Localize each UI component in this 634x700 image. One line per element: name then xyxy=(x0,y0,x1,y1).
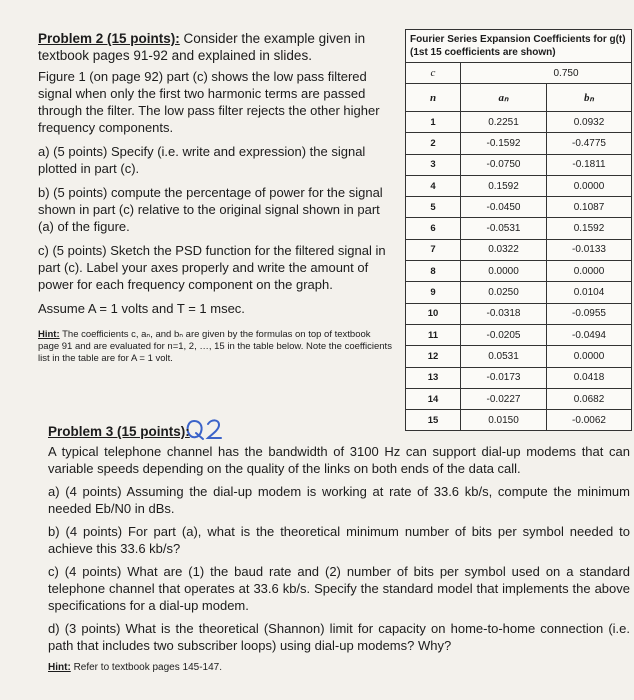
row-n-cell: 8 xyxy=(406,261,461,282)
row-b-cell: 0.0000 xyxy=(547,261,632,282)
problem-2-hint xyxy=(38,329,394,365)
row-n-cell: 9 xyxy=(406,282,461,303)
table-c-row xyxy=(406,63,632,84)
row-a-cell: 0.0531 xyxy=(461,346,547,367)
problem-2-hint-label: Hint: xyxy=(38,329,60,340)
table-row xyxy=(406,367,632,388)
row-a-cell: -0.0205 xyxy=(461,324,547,345)
problem-3-title: Problem 3 (15 points): xyxy=(48,424,190,439)
row-b-cell: 0.0000 xyxy=(547,175,632,196)
row-n-cell: 14 xyxy=(406,388,461,409)
bn-header: bₙ xyxy=(547,84,632,112)
problem-2-title: Problem 2 (15 points): xyxy=(38,31,180,46)
row-b-cell: -0.0955 xyxy=(547,303,632,324)
table-row xyxy=(406,282,632,303)
problem-2-intro: Consider the example given in textbook pages 91-92 and explained in slides. xyxy=(38,31,366,63)
row-a-cell: -0.0750 xyxy=(461,154,547,175)
problem-2-heading xyxy=(38,30,394,64)
row-b-cell: 0.0932 xyxy=(547,112,632,133)
problem-2-hint-text: The coefficients c, aₙ, and bₙ are given by the formulas on top of textbook page 91 and are evaluated for n=1, 2, …, 15 in the table below. Note the coefficients list in the table are for A = 1 volt. xyxy=(38,329,392,364)
table-caption: Fourier Series Expansion Coefficients for g(t) (1st 15 coefficients are shown) xyxy=(406,30,632,63)
row-a-cell: 0.1592 xyxy=(461,175,547,196)
row-a-cell: -0.0318 xyxy=(461,303,547,324)
row-b-cell: 0.1087 xyxy=(547,197,632,218)
table-row xyxy=(406,154,632,175)
table-row xyxy=(406,133,632,154)
row-n-cell: 13 xyxy=(406,367,461,388)
problem-3-hint xyxy=(48,662,630,673)
row-n-cell: 11 xyxy=(406,324,461,345)
c-label: c xyxy=(406,63,461,84)
row-b-cell: 0.0000 xyxy=(547,346,632,367)
row-a-cell: 0.0250 xyxy=(461,282,547,303)
row-n-cell: 15 xyxy=(406,410,461,431)
problem-3-hint-text: Refer to textbook pages 145-147. xyxy=(73,662,222,673)
table-caption-row xyxy=(406,30,632,63)
problem-3-section xyxy=(48,423,630,673)
c-value xyxy=(461,63,632,84)
table-row xyxy=(406,346,632,367)
problem-2-part-b: b) (5 points) compute the percentage of power for the signal shown in part (c) relative to the original signal shown in part (a) of the figure. xyxy=(38,185,383,234)
c-value-text: 0.750 xyxy=(553,67,579,79)
row-b-cell: -0.0133 xyxy=(547,239,632,260)
problem-3-part-c: c) (4 points) What are (1) the baud rate and (2) number of bits per symbol used on a standard telephone channel that operates at 33.6 kb/s. Specify the standard model that implements the above specifications for a dial-up modem. xyxy=(48,564,630,613)
table-row xyxy=(406,197,632,218)
row-b-cell: -0.1811 xyxy=(547,154,632,175)
problem-2-part-a: a) (5 points) Specify (i.e. write and expression) the signal plotted in part (c). xyxy=(38,144,366,176)
problem-3-hint-label: Hint: xyxy=(48,662,71,673)
row-a-cell: 0.0322 xyxy=(461,239,547,260)
an-header: aₙ xyxy=(461,84,547,112)
problem-3-part-d: d) (3 points) What is the theoretical (Shannon) limit for capacity on home-to-home connection (i.e. path that includes two subscriber loops) using dial-up modems? Why? xyxy=(48,621,630,653)
row-n-cell: 12 xyxy=(406,346,461,367)
problem-3-part-b: b) (4 points) For part (a), what is the theoretical minimum number of bits per symbol needed to achieve this 33.6 kb/s? xyxy=(48,524,630,556)
row-a-cell: -0.0227 xyxy=(461,388,547,409)
row-n-cell: 7 xyxy=(406,239,461,260)
table-row xyxy=(406,112,632,133)
problem-2-figure-text: Figure 1 (on page 92) part (c) shows the low pass filtered signal when only the first two harmonic terms are passed through the filter. The low pass filter rejects the other higher frequency components. xyxy=(38,69,380,135)
row-n-cell: 3 xyxy=(406,154,461,175)
fourier-coefficients-table xyxy=(405,29,632,431)
table-row xyxy=(406,388,632,409)
row-b-cell: -0.0494 xyxy=(547,324,632,345)
row-b-cell: 0.0682 xyxy=(547,388,632,409)
n-header: n xyxy=(406,84,461,112)
row-n-cell: 5 xyxy=(406,197,461,218)
row-n-cell: 1 xyxy=(406,112,461,133)
problem-2-assume: Assume A = 1 volts and T = 1 msec. xyxy=(38,301,245,316)
row-a-cell: -0.1592 xyxy=(461,133,547,154)
problem-3-part-a: a) (4 points) Assuming the dial-up modem is working at rate of 33.6 kb/s, compute the minimum needed Eb/N0 in dBs. xyxy=(48,484,630,516)
row-a-cell: 0.0150 xyxy=(461,410,547,431)
row-a-cell: -0.0173 xyxy=(461,367,547,388)
row-a-cell: 0.0000 xyxy=(461,261,547,282)
row-n-cell: 6 xyxy=(406,218,461,239)
row-n-cell: 2 xyxy=(406,133,461,154)
problem-3-intro: A typical telephone channel has the bandwidth of 3100 Hz can support dial-up modems that can variable speeds depending on the quality of the links on both ends of the data call. xyxy=(48,444,630,476)
row-b-cell: 0.0104 xyxy=(547,282,632,303)
table-row xyxy=(406,218,632,239)
problem-2-part-c: c) (5 points) Sketch the PSD function for the filtered signal in part (c). Label your axes properly and write the amount of power for each frequency component on the graph. xyxy=(38,243,386,292)
table-body xyxy=(406,112,632,431)
row-b-cell: -0.0062 xyxy=(547,410,632,431)
problem-2-section xyxy=(38,30,394,365)
table-row xyxy=(406,261,632,282)
row-b-cell: -0.4775 xyxy=(547,133,632,154)
row-b-cell: 0.0418 xyxy=(547,367,632,388)
row-a-cell: -0.0531 xyxy=(461,218,547,239)
table-row xyxy=(406,324,632,345)
row-a-cell: -0.0450 xyxy=(461,197,547,218)
table-row xyxy=(406,303,632,324)
table-row xyxy=(406,239,632,260)
row-n-cell: 4 xyxy=(406,175,461,196)
row-n-cell: 10 xyxy=(406,303,461,324)
table-header-row xyxy=(406,84,632,112)
row-b-cell: 0.1592 xyxy=(547,218,632,239)
row-a-cell: 0.2251 xyxy=(461,112,547,133)
table-row xyxy=(406,175,632,196)
